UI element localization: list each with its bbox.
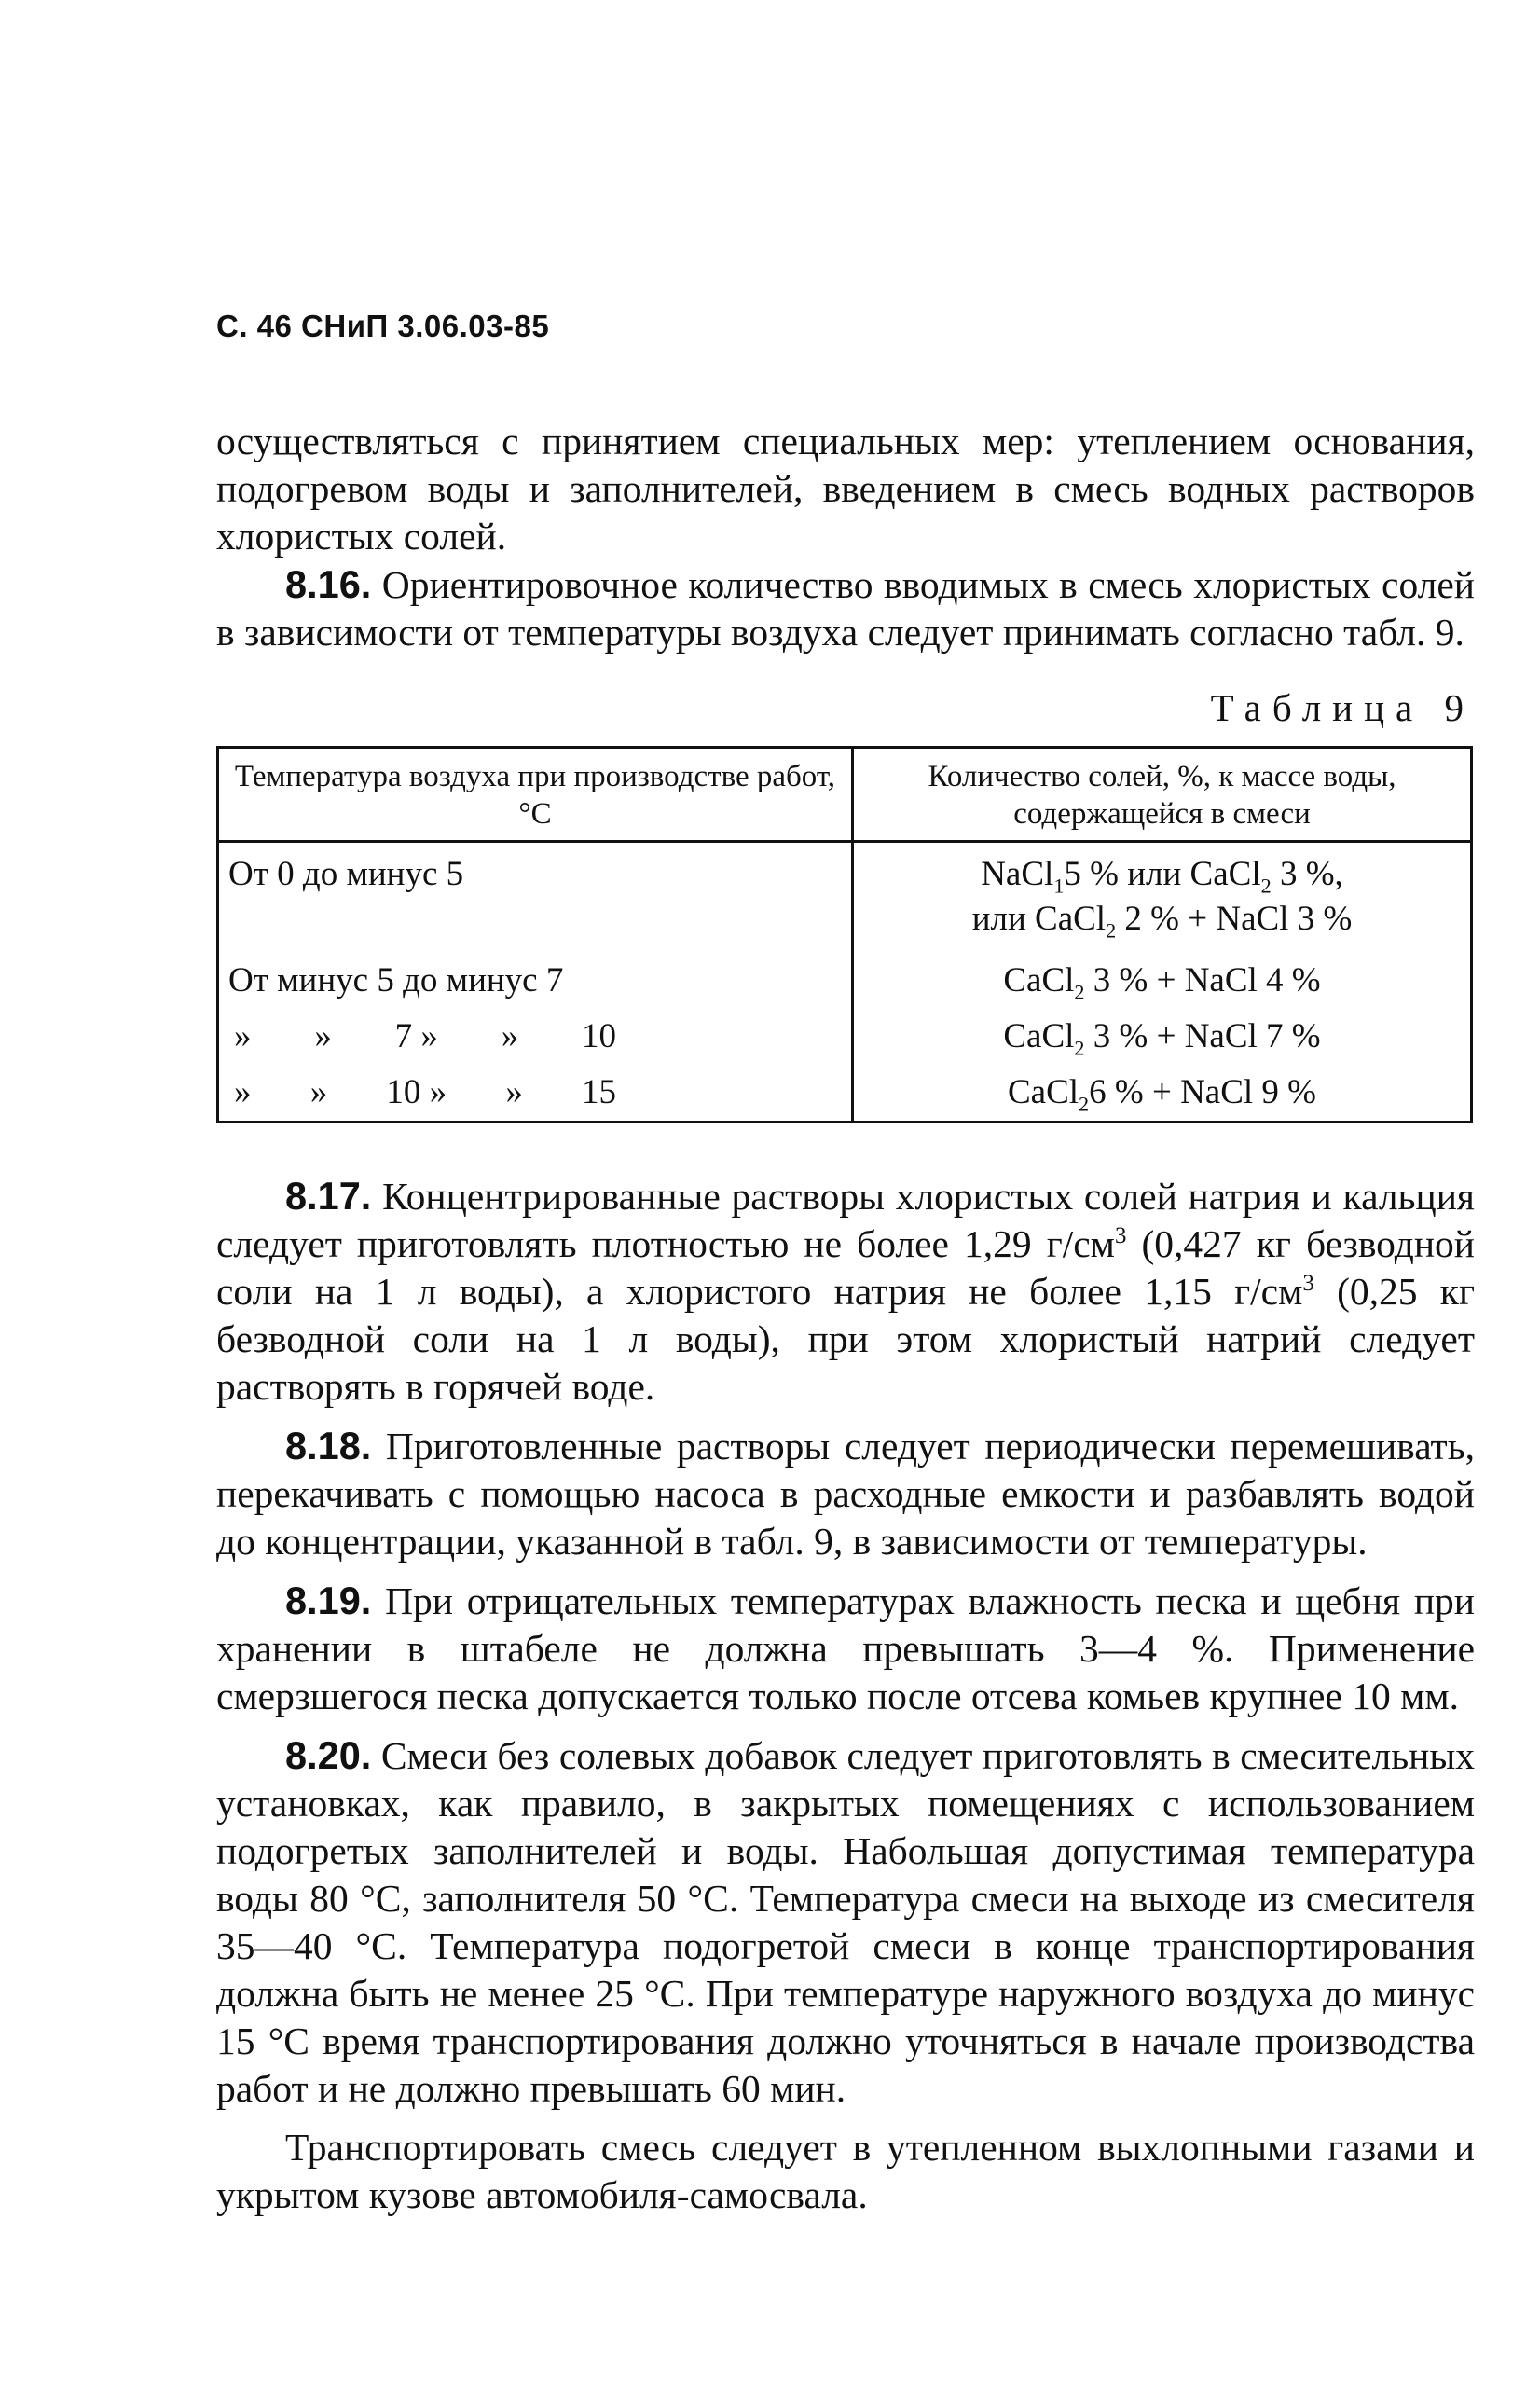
column-header-temperature: Температура воздуха при производстве работ, °С	[218, 748, 853, 842]
temperature-cell: » » 7 » » 10	[218, 1009, 853, 1065]
temperature-cell: От минус 5 до минус 7	[218, 953, 853, 1009]
table-caption: Таблица 9	[1210, 686, 1475, 729]
salt-line: или CaCl$_2$ 2 % + NaCl 3 %	[971, 900, 1353, 943]
table-row	[218, 953, 1472, 1009]
paragraph-number: 8.20.	[285, 1733, 372, 1777]
paragraph-8-18	[216, 1422, 1475, 1565]
salt-table	[216, 746, 1473, 1123]
salt-line: NaCl$_1$5 % или CaCl$_2$ 3 %,	[981, 855, 1343, 898]
salt-cell: CaCl$_2$ 3 % + NaCl 7 %	[1003, 1017, 1321, 1060]
salt-cell: CaCl$_2$6 % + NaCl 9 %	[1007, 1073, 1317, 1116]
document-page	[216, 308, 1475, 2219]
paragraph-number: 8.16.	[285, 562, 372, 606]
paragraph-text: Смеси без солевых добавок следует приготовлять в смесительных установках, как правило, в закрытых помещениях с использованием подогретых заполнителей и воды. Набольшая допустимая температура воды 80 °С, заполнителя 50 °С. Температура смеси на выходе из смесителя 35—40 °С. Температура подогретой смеси в конце транспортирования должна быть не менее 25 °С. При температуре наружного воздуха до минус 15 °С время транспортирования должно уточняться в начале производства работ и не должно превышать 60 мин.	[216, 1734, 1475, 2110]
paragraph-text: Приготовленные растворы следует периодически перемешивать, перекачивать с помощью насоса в расходные емкости и разбавлять водой до концентрации, указанной в табл. 9, в зависимости от температуры.	[216, 1425, 1475, 1563]
paragraph-8-17: 8.17. Концентрированные растворы хлористых солей натрия и кальция следует приготовлять плотностью не более 1,29 $г/см^3$ (0,427 кг безводной соли на 1 л воды), а хлористого натрия не более 1,15 $г/см^3$ (0,25 кг безводной соли на 1 л воды), при этом хлористый натрий следует растворять в горячей воде.	[216, 1174, 1475, 1408]
table-row	[218, 842, 1472, 954]
intro-paragraph: осуществляться с принятием специальных мер: утеплением основания, подогревом воды и заполнителей, введением в смесь водных растворов хлористых солей.	[216, 420, 1475, 558]
paragraph-8-20	[216, 1731, 1475, 2113]
paragraph-8-16	[216, 560, 1475, 656]
table-row	[218, 1065, 1472, 1123]
final-paragraph: Транспортировать смесь следует в утепленном выхлопными газами и укрытом кузове автомобиля-самосвала.	[216, 2126, 1475, 2216]
salt-cell	[853, 842, 1472, 954]
temperature-cell: » » 10 » » 15	[218, 1065, 853, 1123]
column-header-salt-amount: Количество солей, %, к массе воды, содержащейся в смеси	[853, 748, 1472, 842]
table-row	[218, 1009, 1472, 1065]
page-header: С. 46 СНиП 3.06.03-85	[216, 309, 550, 343]
paragraph-number: 8.17.	[285, 1174, 372, 1218]
paragraph-number: 8.18.	[285, 1424, 372, 1468]
temperature-cell: От 0 до минус 5	[218, 842, 853, 954]
paragraph-text: При отрицательных температурах влажность песка и щебня при хранении в штабеле не должна превышать 3—4 %. Применение смерзшегося песка допускается только после отсева комьев крупнее 10 мм.	[216, 1579, 1475, 1717]
paragraph-number: 8.19.	[285, 1578, 372, 1622]
paragraph-text: Ориентировочное количество вводимых в смесь хлористых солей в зависимости от температуры воздуха следует принимать согласно табл. 9.	[216, 563, 1475, 654]
salt-cell: CaCl$_2$ 3 % + NaCl 4 %	[1003, 961, 1321, 1004]
table-header-row	[218, 748, 1472, 842]
paragraph-8-19	[216, 1577, 1475, 1720]
